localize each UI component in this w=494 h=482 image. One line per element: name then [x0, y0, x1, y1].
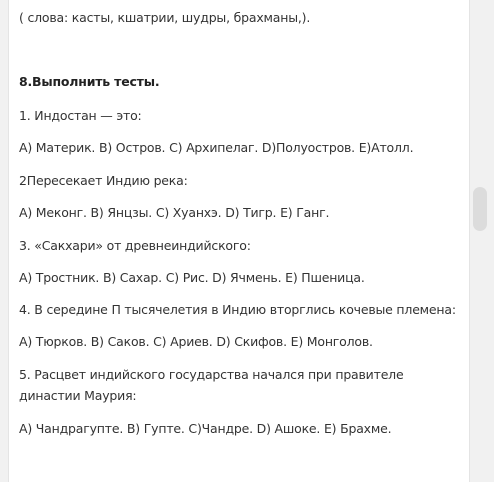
answers-5: А) Чандрагупте. В) Гупте. С)Чандре. D) Ашоке. Е) Брахме.	[19, 421, 392, 436]
question-5-line-2: династии Маурия:	[19, 388, 137, 403]
question-5-line-1: 5. Расцвет индийского государства начался при правителе	[19, 367, 404, 382]
question-4: 4. В середине П тысячелетия в Индию вторглись кочевые племена:	[19, 302, 456, 317]
section-heading-tests: 8.Выполнить тесты.	[19, 74, 160, 89]
answers-3: А) Тростник. В) Сахар. С) Рис. D) Ячмень. Е) Пшеница.	[19, 270, 365, 285]
text-line-word-list: ( слова: касты, кшатрии, шудры, брахманы,).	[19, 10, 311, 25]
answers-2: А) Меконг. В) Янцзы. С) Хуанхэ. D) Тигр. Е) Ганг.	[19, 205, 330, 220]
question-3: 3. «Сакхари» от древнеиндийского:	[19, 238, 251, 253]
answers-4: А) Тюрков. В) Саков. С) Ариев. D) Скифов. Е) Монголов.	[19, 334, 373, 349]
scrollbar-track[interactable]	[471, 0, 494, 482]
answers-1: А) Материк. В) Остров. С) Архипелаг. D)Полуостров. Е)Атолл.	[19, 140, 414, 155]
scrollbar-thumb[interactable]	[473, 187, 487, 231]
question-1: 1. Индостан — это:	[19, 108, 142, 123]
question-2: 2Пересекает Индию река:	[19, 173, 188, 188]
